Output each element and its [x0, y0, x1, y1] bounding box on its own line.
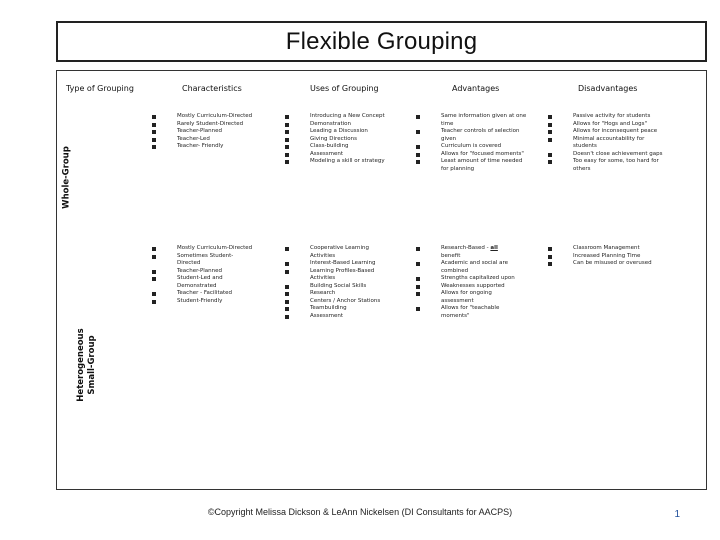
hetero-characteristics-list — [152, 245, 277, 305]
hetero-disadvantages-list — [548, 245, 693, 268]
header-characteristics: Characteristics — [182, 84, 242, 93]
list-item: Allows for "teachable — [416, 305, 541, 313]
list-item: Rarely Student-Directed — [152, 121, 277, 129]
list-item: Research — [285, 290, 410, 298]
list-item: Centers / Anchor Stations — [285, 298, 410, 306]
list-item: Same information given at one — [416, 113, 541, 121]
list-item: Giving Directions — [285, 136, 410, 144]
whole-characteristics-list — [152, 113, 277, 151]
list-item: Doesn't close achievement gaps — [548, 151, 693, 159]
list-item: Least amount of time needed — [416, 158, 541, 166]
list-item: Teacher- Friendly — [152, 143, 277, 151]
list-item-continuation: moments" — [441, 312, 470, 319]
list-item: Passive activity for students — [548, 113, 693, 121]
header-advantages: Advantages — [452, 84, 500, 93]
list-item: Assessment — [285, 313, 410, 321]
list-item-continuation: combined — [441, 267, 469, 274]
row-label-line1: Heterogeneous — [76, 328, 86, 402]
list-item: Classroom Management — [548, 245, 693, 253]
list-item: Increased Planning Time — [548, 253, 693, 261]
list-item: Student-Friendly — [152, 298, 277, 306]
list-item: Class-building — [285, 143, 410, 151]
advantage-prefix: Research-Based - — [441, 245, 489, 251]
list-item: Allows for "Hogs and Logs" — [548, 121, 693, 129]
list-item: Too easy for some, too hard for — [548, 158, 693, 166]
whole-disadvantages-list — [548, 113, 693, 173]
header-type: Type of Grouping — [66, 84, 134, 93]
list-item: Teacher controls of selection — [416, 128, 541, 136]
list-item-continuation: Directed — [177, 260, 201, 266]
list-item-continuation: given — [441, 135, 457, 142]
hetero-advantages-list — [416, 245, 541, 320]
hetero-uses-list — [285, 245, 410, 320]
list-item-continuation: Demonstrated — [177, 282, 217, 289]
list-item: Sometimes Student- — [152, 253, 277, 261]
whole-advantages-list — [416, 113, 541, 173]
list-item: Allows for ongoing — [416, 290, 541, 298]
row-label-whole-group: Whole-Group — [61, 146, 72, 209]
list-item: Teambuilding — [285, 305, 410, 313]
list-item: Mostly Curriculum-Directed — [152, 113, 277, 121]
list-item: Building Social Skills — [285, 283, 410, 291]
list-item: Learning Profiles-Based — [285, 268, 410, 276]
whole-uses-list — [285, 113, 410, 166]
header-uses: Uses of Grouping — [310, 84, 379, 93]
list-item-continuation: benefit — [441, 252, 461, 259]
list-item: Leading a Discussion — [285, 128, 410, 136]
list-item: Teacher - Facilitated — [152, 290, 277, 298]
copyright-footer: ©Copyright Melissa Dickson & LeAnn Nickelsen (DI Consultants for AACPS) — [207, 507, 513, 517]
list-item: Modeling a skill or strategy — [285, 158, 410, 166]
list-item: Student-Led and — [152, 275, 277, 283]
list-item — [416, 245, 541, 253]
list-item-continuation: Activities — [310, 275, 336, 281]
list-item: Mostly Curriculum-Directed — [152, 245, 277, 253]
list-item-continuation: students — [573, 143, 597, 149]
page-number: 1 — [674, 509, 680, 520]
header-disadvantages: Disadvantages — [578, 84, 638, 93]
list-item-continuation: for planning — [441, 165, 475, 172]
list-item-continuation: others — [573, 165, 591, 172]
title-box — [56, 21, 707, 62]
list-item: Introducing a New Concept — [285, 113, 410, 121]
list-item: Strengths capitalized upon — [416, 275, 541, 283]
list-item: Minimal accountability for — [548, 136, 693, 144]
list-item: Teacher-Planned — [152, 268, 277, 276]
page-title: Flexible Grouping — [285, 27, 478, 55]
list-item: Teacher-Led — [152, 136, 277, 144]
list-item: Academic and social are — [416, 260, 541, 268]
advantage-emphasis: all — [490, 245, 498, 251]
list-item-continuation: Activities — [310, 252, 336, 259]
list-item: Cooperative Learning — [285, 245, 410, 253]
list-item-continuation: assessment — [441, 297, 474, 304]
list-item: Weaknesses supported — [416, 283, 541, 291]
list-item: Interest-Based Learning — [285, 260, 410, 268]
list-item: Teacher-Planned — [152, 128, 277, 136]
list-item: Demonstration — [285, 121, 410, 129]
list-item: Curriculum is covered — [416, 143, 541, 151]
list-item: Allows for inconsequent peace — [548, 128, 693, 136]
list-item: Allows for "focused moments" — [416, 151, 541, 159]
list-item: Assessment — [285, 151, 410, 159]
list-item: Can be misused or overused — [548, 260, 693, 268]
row-label-heterogeneous — [76, 310, 98, 420]
list-item-continuation: time — [441, 120, 454, 127]
row-label-line2: Small-Group — [87, 335, 97, 395]
